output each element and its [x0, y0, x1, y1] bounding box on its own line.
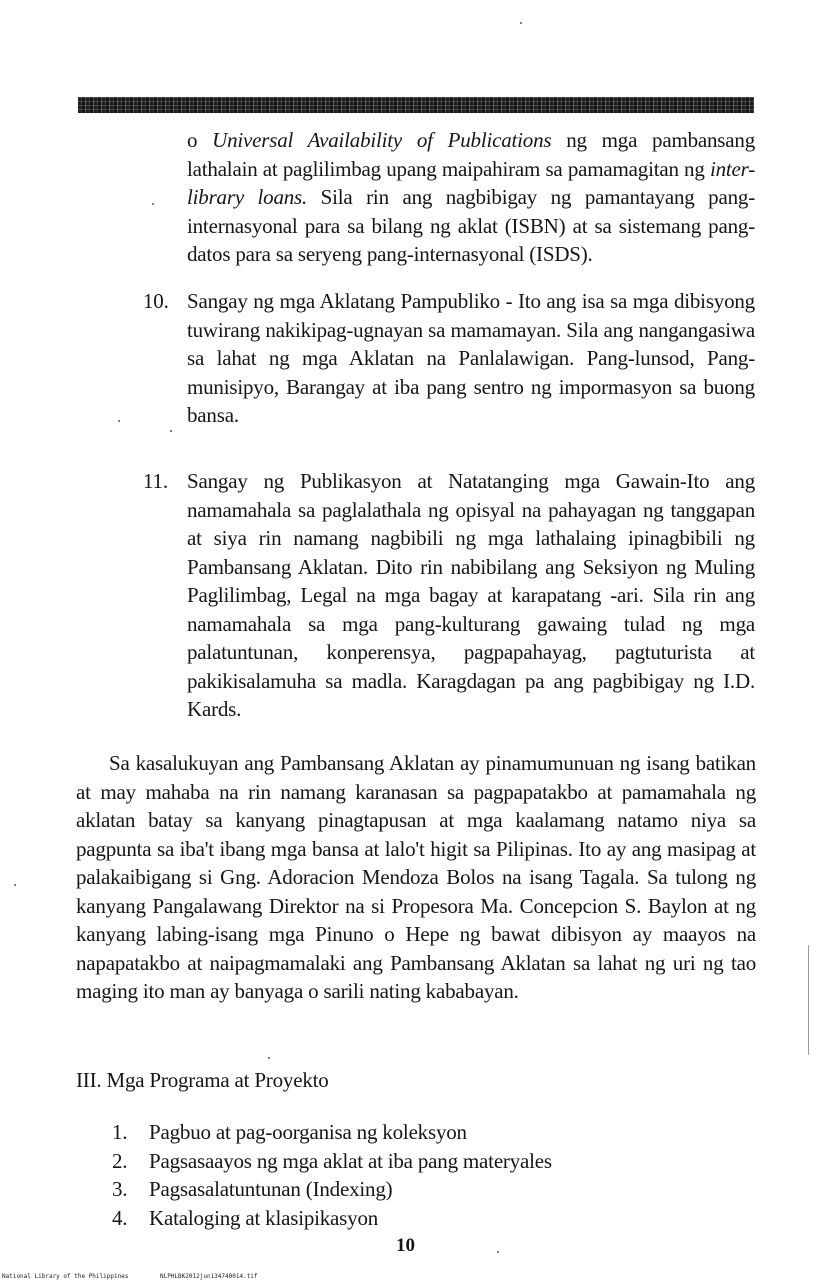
list-item-number: 3. [112, 1177, 128, 1201]
scan-speck [118, 420, 120, 422]
section-heading: III. Mga Programa at Proyekto [76, 1068, 329, 1092]
item-text: Sangay ng mga Aklatang Pampubliko - Ito ang isa sa mga dibisyong tuwirang nakikipag-ugnayan sa mamamayan. Sila ang nangangasiwa sa lahat ng mga Aklatan na Panlalawigan. Pang-lunsod, Pang-munisipyo, Barangay at iba pang sentro ng impormasyon sa buong bansa. [187, 289, 755, 427]
page-number: 10 [396, 1235, 415, 1256]
list-item-text: Kataloging at klasipikasyon [149, 1205, 379, 1230]
body-paragraph: Sa kasalukuyan ang Pambansang Aklatan ay pinamumunuan ng isang batikan at may mahaba na rin namang karanasan sa pagpapatakbo at pamamahala ng aklatan batay sa kanyang pinagtapusan at mga kaalamang natamo niya sa pagpunta sa iba't ibang mga bansa at lalo't higit sa Pilipinas. Ito ay ang masipag at palakaibigang si Gng. Adoracion Mendoza Bolos na isang Tagala. Sa tulong ng kanyang Pangalawang Direktor na si Propesora Ma. Concepcion S. Baylon at ng kanyang labing-isang mga Pinuno o Hepe ng bawat dibisyon ay maayos na napapatakbo at naipagmamalaki ang Pambansang Aklatan sa lahat ng uri ng tao maging ito man ay banyaga o sarili nating kababayan. [76, 751, 756, 1003]
scan-speck [170, 430, 172, 432]
list-item [112, 1118, 632, 1147]
scan-speck [14, 884, 16, 886]
list-item-number: 4. [112, 1205, 128, 1230]
continuation-segment-4: Sila rin ang nagbibigay ng pamantayang pang-internasyonal para sa bilang ng aklat (ISBN) at sa sistemang pang-datos para sa seryeng pang-internasyonal (ISDS). [187, 185, 755, 266]
scan-speck [152, 203, 154, 205]
item-number: 10. [143, 289, 169, 313]
list-item-number: 2. [112, 1148, 128, 1173]
numbered-item-11 [143, 467, 755, 727]
footer-file-name: NLPHLBK2012jun134740014.tif [160, 1273, 258, 1280]
item-text: Sangay ng Publikasyon at Natatanging mga Gawain-Ito ang namamahala sa paglalathala ng opisyal na pahayagan ng tanggapan at siya rin namang nagbibili ng mga lathalaing ipinagbibili ng Pambansang Aklatan. Dito rin nabibilang ang Seksiyon ng Muling Paglilimbag, Legal na mga bagay at karapatang -ari. Sila rin ang namamahala sa mga pang-kulturang gawaing tulad ng mga palatuntunan, konperensya, pagpapahayag, pagtuturista at pakikisalamuha sa madla. Karagdagan pa ang pagbibigay ng I.D. Kards. [187, 469, 755, 721]
header-rule-bar [78, 97, 754, 113]
continuation-segment-0: o [187, 128, 213, 152]
continuation-paragraph [187, 126, 755, 269]
continuation-segment-3-italic: inter-library loans. [187, 156, 755, 209]
program-list [112, 1118, 632, 1232]
list-item-number: 1. [112, 1120, 128, 1144]
scan-speck [497, 1251, 499, 1253]
item-number: 11. [143, 469, 168, 493]
numbered-item-10 [143, 287, 755, 447]
continuation-segment-1-italic: Universal Availability of Publications [212, 128, 552, 152]
continuation-segment-2: ng mga pambansang lathalain at paglilimbag upang maipahiram sa pamamagitan ng [187, 128, 756, 181]
scan-speck [268, 1057, 270, 1059]
scan-speck [520, 22, 522, 24]
list-item [112, 1204, 632, 1233]
footer-library-name: National Library of the Philippines [2, 1273, 129, 1280]
list-item [112, 1175, 632, 1204]
scan-edge-mark [808, 945, 809, 1055]
list-item [112, 1147, 632, 1176]
list-item-text: Pagbuo at pag-oorganisa ng koleksyon [149, 1120, 467, 1144]
list-item-text: Pagsasaayos ng mga aklat at iba pang materyales [149, 1148, 552, 1173]
list-item-text: Pagsasalatuntunan (Indexing) [149, 1177, 393, 1201]
